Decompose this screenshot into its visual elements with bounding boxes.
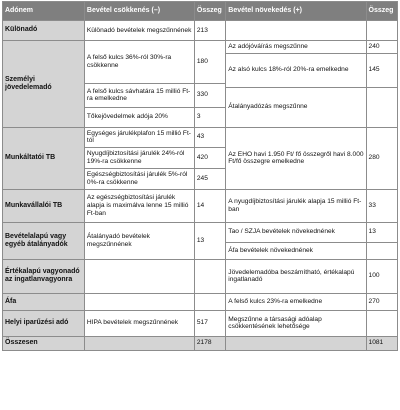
increase-cell: Az alsó kulcs 18%-ról 20%-ra emelkedne [226, 53, 366, 87]
table-row [3, 189, 398, 222]
increase-cell: Tao / SZJA bevételek növekednének [226, 222, 366, 242]
increase-cell: A felső kulcs 23%-ra emelkedne [226, 293, 366, 310]
increase-cell: A nyugdíjbiztosítási járulék alapja 15 millió Ft-ban [226, 189, 366, 222]
decrease-cell: A felső kulcs sávhatára 15 millió Ft-ra emelkedne [84, 83, 194, 107]
decrease-cell [84, 293, 194, 310]
increase-cell: Áfa bevételek növekednének [226, 242, 366, 259]
decrease-cell [84, 259, 194, 293]
decrease-cell: Egészségbiztosítási járulék 5%-ról 0%-ra csökkenne [84, 168, 194, 189]
decrease-cell: Egységes járulékplafon 15 millió Ft-tól [84, 127, 194, 147]
header-increase-amount: Összeg [366, 2, 397, 21]
category-cell: Bevételalapú vagy egyéb átalányadók [3, 222, 85, 259]
increase-cell: Jövedelemadóba beszámítható, értékalapú ingatlanadó [226, 259, 366, 293]
decrease-amount-cell: 420 [194, 147, 225, 168]
decrease-amount-cell: 43 [194, 127, 225, 147]
category-cell: Munkavállalói TB [3, 189, 85, 222]
decrease-cell: Átalányadó bevételek megszűnnének [84, 222, 194, 259]
header-decrease: Bevétel csökkenés (–) [84, 2, 194, 21]
header-tax-type: Adónem [3, 2, 85, 21]
increase-amount-cell: 270 [366, 293, 397, 310]
increase-amount-cell: 33 [366, 189, 397, 222]
increase-amount-cell: 240 [366, 41, 397, 54]
category-cell: Személyi jövedelemadó [3, 41, 85, 128]
increase-amount-cell: 13 [366, 222, 397, 242]
increase-cell: Az adójóváírás megszűnne [226, 41, 366, 54]
increase-amount-cell [366, 87, 397, 127]
increase-cell [226, 21, 366, 41]
decrease-amount-cell: 517 [194, 310, 225, 336]
increase-cell: Megszűnne a társasági adóalap csökkentésének lehetősége [226, 310, 366, 336]
increase-amount-cell: 280 [366, 127, 397, 189]
decrease-cell: Az egészségbiztosítási járulék alapja is maximálva lenne 15 millió Ft-ban [84, 189, 194, 222]
category-cell: Helyi iparűzési adó [3, 310, 85, 336]
total-increase-blank [226, 336, 366, 350]
decrease-cell: HIPA bevételek megszűnnének [84, 310, 194, 336]
total-decrease-amount: 2178 [194, 336, 225, 350]
total-increase-amount: 1081 [366, 336, 397, 350]
increase-cell: Az EHO havi 1.950 Ft/ fő összegről havi 8.000 Ft/fő összegre emelkedne [226, 127, 366, 189]
table-row [3, 21, 398, 41]
table-row [3, 41, 398, 54]
decrease-cell: Nyugdíjbiztosítási járulék 24%-ról 19%-ra csökkenne [84, 147, 194, 168]
decrease-cell: Különadó bevételek megszűnnének [84, 21, 194, 41]
total-decrease-blank [84, 336, 194, 350]
decrease-amount-cell: 245 [194, 168, 225, 189]
category-cell: Különadó [3, 21, 85, 41]
increase-amount-cell: 100 [366, 259, 397, 293]
total-row [3, 336, 398, 350]
table-row [3, 310, 398, 336]
increase-cell: Átalányadózás megszűnne [226, 87, 366, 127]
table-row [3, 222, 398, 242]
decrease-amount-cell: 213 [194, 21, 225, 41]
header-increase: Bevétel növekedés (+) [226, 2, 366, 21]
decrease-cell: Tőkejövedelmek adója 20% [84, 107, 194, 127]
increase-amount-cell [366, 310, 397, 336]
category-cell: Munkáltatói TB [3, 127, 85, 189]
table-row [3, 293, 398, 310]
increase-amount-cell: 145 [366, 53, 397, 87]
total-label: Összesen [3, 336, 85, 350]
decrease-amount-cell: 13 [194, 222, 225, 259]
decrease-amount-cell [194, 259, 225, 293]
category-cell: Áfa [3, 293, 85, 310]
header-row [3, 2, 398, 21]
category-cell: Értékalapú vagyonadó az ingatlanvagyonra [3, 259, 85, 293]
decrease-amount-cell: 180 [194, 41, 225, 84]
decrease-amount-cell [194, 293, 225, 310]
table-row [3, 259, 398, 293]
decrease-amount-cell: 330 [194, 83, 225, 107]
decrease-amount-cell: 3 [194, 107, 225, 127]
increase-amount-cell [366, 21, 397, 41]
tax-table [2, 1, 398, 351]
table-row [3, 127, 398, 147]
decrease-amount-cell: 14 [194, 189, 225, 222]
decrease-cell: A felső kulcs 36%-ról 30%-ra csökkenne [84, 41, 194, 84]
header-decrease-amount: Összeg [194, 2, 225, 21]
increase-amount-cell [366, 242, 397, 259]
